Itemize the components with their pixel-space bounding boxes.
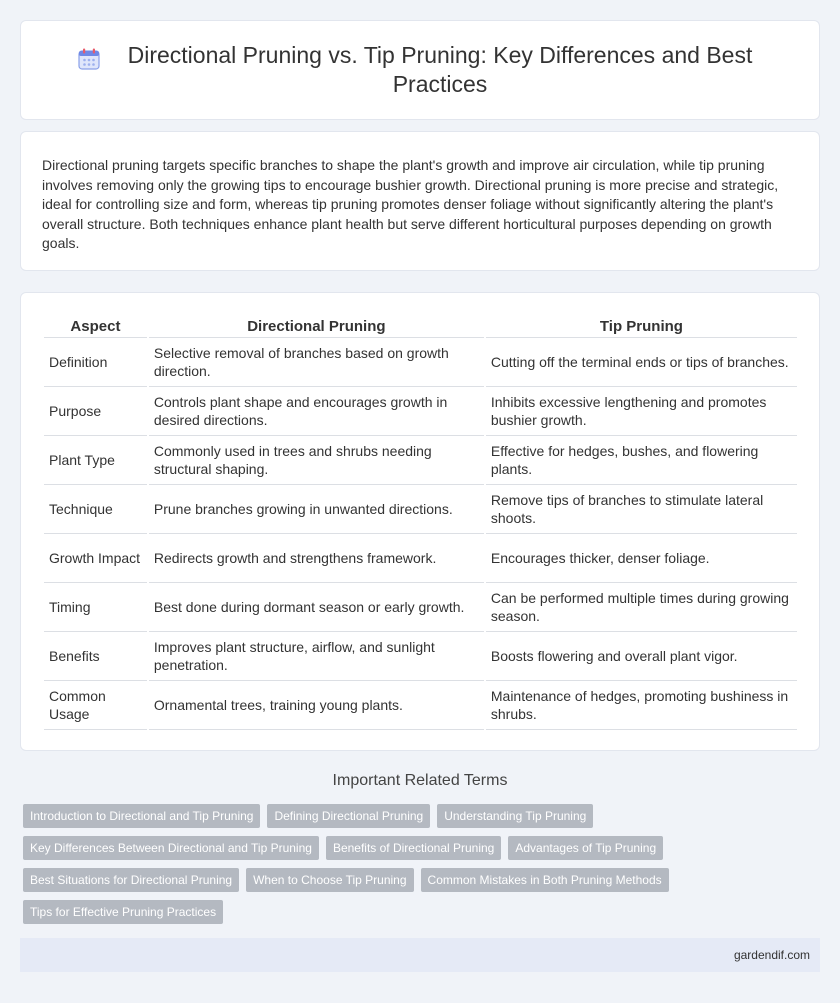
aspect-cell: Common Usage xyxy=(44,681,147,730)
header-aspect: Aspect xyxy=(44,316,147,338)
aspect-cell: Purpose xyxy=(44,387,147,436)
tip-cell: Inhibits excessive lengthening and promotes bushier growth. xyxy=(486,387,797,436)
table-row xyxy=(44,387,797,436)
aspect-cell: Timing xyxy=(44,583,147,632)
related-term-tag[interactable]: Best Situations for Directional Pruning xyxy=(23,868,239,892)
aspect-cell: Plant Type xyxy=(44,436,147,485)
table-row xyxy=(44,436,797,485)
related-term-tag[interactable]: Introduction to Directional and Tip Pruning xyxy=(23,804,260,828)
comparison-table-card xyxy=(20,292,820,751)
related-term-tag[interactable]: Advantages of Tip Pruning xyxy=(508,836,663,860)
table-row xyxy=(44,338,797,387)
intro-paragraph: Directional pruning targets specific branches to shape the plant's growth and improve air circulation, while tip pruning involves removing only the growing tips to encourage bushier growth. Directional pruning is more precise and strategic, ideal for controlling size and form, whereas tip pruning promotes denser foliage without significantly altering the plant's overall structure. Both techniques enhance plant health but serve different horticultural purposes depending on growth goals. xyxy=(42,157,779,251)
related-term-tag[interactable]: Common Mistakes in Both Pruning Methods xyxy=(421,868,669,892)
directional-cell: Ornamental trees, training young plants. xyxy=(149,681,484,730)
tag-row xyxy=(23,804,803,828)
header-directional-pruning: Directional Pruning xyxy=(149,316,484,338)
directional-cell: Selective removal of branches based on growth direction. xyxy=(149,338,484,387)
tag-row xyxy=(23,836,803,860)
related-term-tag[interactable]: Key Differences Between Directional and Tip Pruning xyxy=(23,836,319,860)
tag-row xyxy=(23,900,803,924)
tip-cell: Remove tips of branches to stimulate lateral shoots. xyxy=(486,485,797,534)
footer xyxy=(20,938,820,972)
related-term-tag[interactable]: Tips for Effective Pruning Practices xyxy=(23,900,223,924)
table-header-row xyxy=(44,316,797,338)
related-term-tag[interactable]: Benefits of Directional Pruning xyxy=(326,836,501,860)
directional-cell: Redirects growth and strengthens framework. xyxy=(149,534,484,583)
related-term-tag[interactable]: Understanding Tip Pruning xyxy=(437,804,593,828)
comparison-table xyxy=(42,316,799,730)
table-row xyxy=(44,583,797,632)
directional-cell: Commonly used in trees and shrubs needing structural shaping. xyxy=(149,436,484,485)
related-terms-title: Important Related Terms xyxy=(332,772,508,789)
tip-cell: Encourages thicker, denser foliage. xyxy=(486,534,797,583)
directional-cell: Best done during dormant season or early growth. xyxy=(149,583,484,632)
directional-cell: Controls plant shape and encourages growth in desired directions. xyxy=(149,387,484,436)
aspect-cell: Growth Impact xyxy=(44,534,147,583)
footer-site-link[interactable]: gardendif.com xyxy=(733,948,810,962)
directional-cell: Prune branches growing in unwanted directions. xyxy=(149,485,484,534)
table-row xyxy=(44,632,797,681)
tag-row xyxy=(23,868,803,892)
related-term-tag[interactable]: When to Choose Tip Pruning xyxy=(246,868,413,892)
header-tip-pruning: Tip Pruning xyxy=(486,316,797,338)
aspect-cell: Benefits xyxy=(44,632,147,681)
tip-cell: Effective for hedges, bushes, and flowering plants. xyxy=(486,436,797,485)
table-row xyxy=(44,681,797,730)
directional-cell: Improves plant structure, airflow, and sunlight penetration. xyxy=(149,632,484,681)
header-card xyxy=(20,20,820,120)
table-row xyxy=(44,534,797,583)
related-terms-list xyxy=(23,804,803,932)
related-term-tag[interactable]: Defining Directional Pruning xyxy=(267,804,430,828)
tip-cell: Boosts flowering and overall plant vigor. xyxy=(486,632,797,681)
aspect-cell: Definition xyxy=(44,338,147,387)
aspect-cell: Technique xyxy=(44,485,147,534)
intro-card xyxy=(20,131,820,271)
page-title: Directional Pruning vs. Tip Pruning: Key Differences and Best Practices xyxy=(127,42,753,97)
tip-cell: Cutting off the terminal ends or tips of branches. xyxy=(486,338,797,387)
table-row xyxy=(44,485,797,534)
tip-cell: Can be performed multiple times during growing season. xyxy=(486,583,797,632)
tip-cell: Maintenance of hedges, promoting bushiness in shrubs. xyxy=(486,681,797,730)
